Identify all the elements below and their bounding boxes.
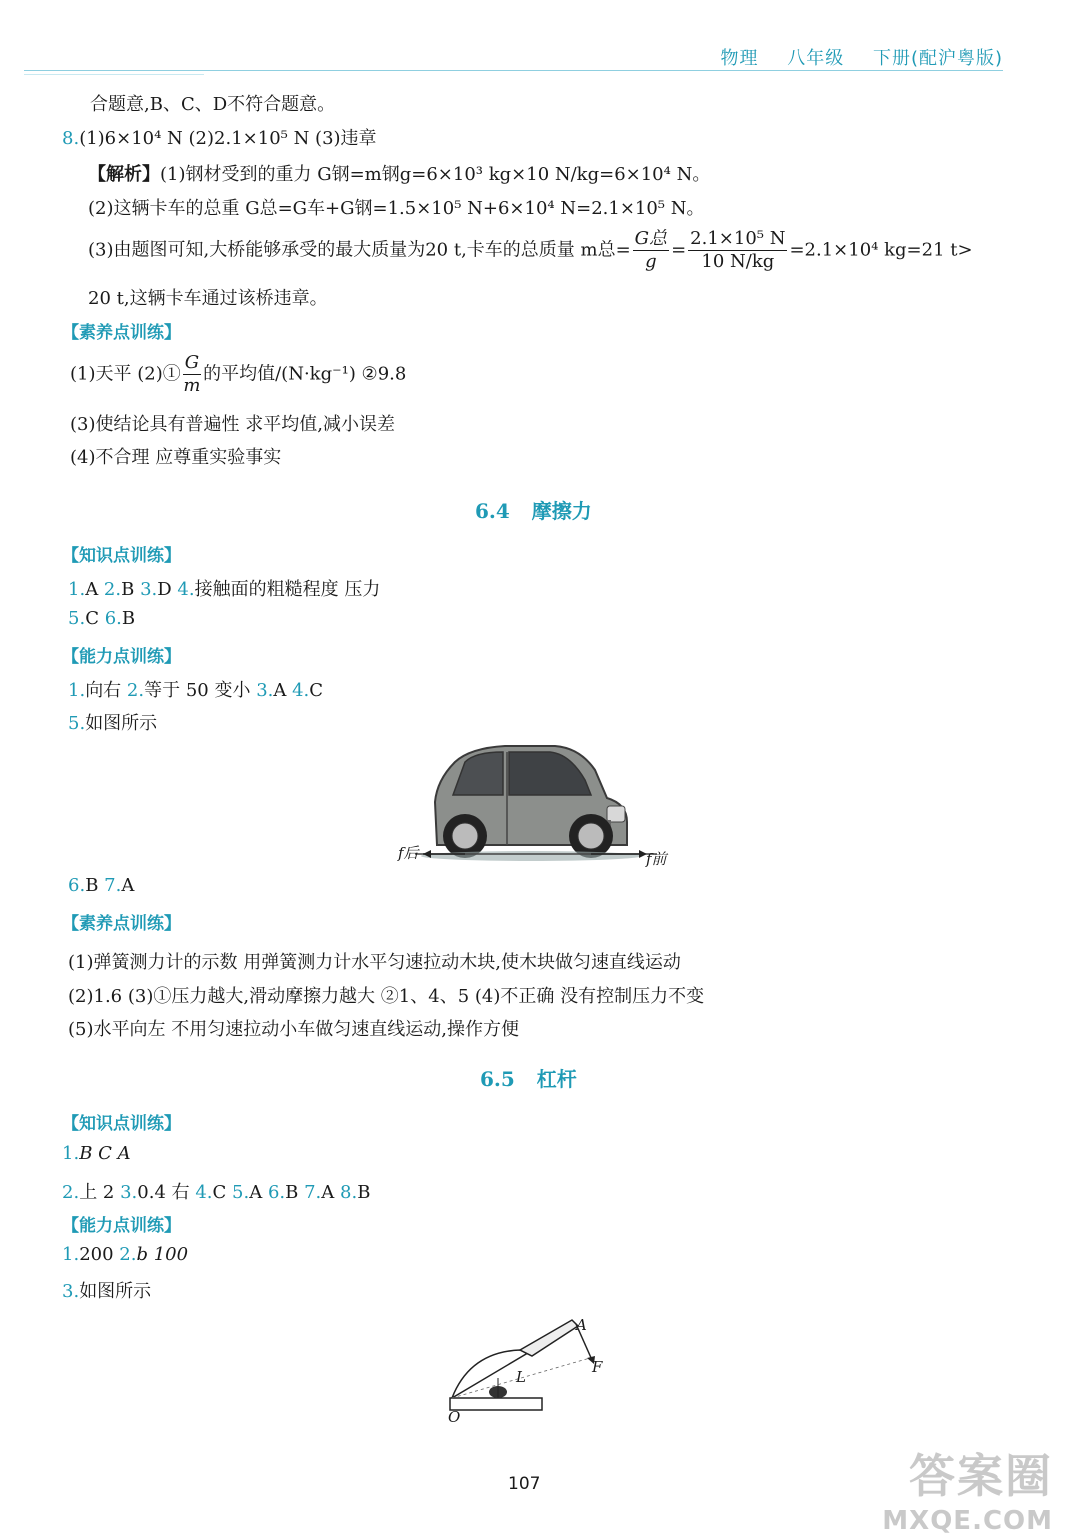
question-number: 6. — [267, 1182, 286, 1203]
watermark — [882, 1440, 1053, 1536]
question-number: 6. — [104, 608, 122, 629]
analysis-text: (3)由题图可知,大桥能够承受的最大质量为20 t,卡车的总质量 m总= — [88, 239, 631, 261]
answer-text: 如图所示 — [79, 1281, 152, 1302]
question-8 — [62, 124, 377, 150]
question-number: 1. — [62, 1244, 80, 1265]
answer-text: A — [85, 579, 104, 600]
question-number: 6. — [68, 875, 86, 896]
answer-text: B C A — [79, 1143, 131, 1164]
answer-text: 的平均值/(N·kg⁻¹) ②9.8 — [203, 363, 407, 385]
answer-text: 上 2 — [79, 1182, 121, 1203]
fraction-numerator: G总 — [634, 228, 668, 249]
label-f-rear: f后 — [398, 844, 419, 862]
label-l: L — [516, 1368, 526, 1386]
analysis-line-2: (2)这辆卡车的总重 G总=G车+G钢=1.5×10⁵ N+6×10⁴ N=2.1×10⁵ N。 — [88, 198, 705, 219]
fraction-values — [688, 228, 787, 273]
suyang-line-2: (3)使结论具有普遍性 求平均值,减小误差 — [70, 414, 395, 435]
header-grade: 八年级 — [787, 48, 845, 69]
answer-text: 如图所示 — [85, 713, 158, 734]
fraction-g-over-m — [183, 352, 201, 397]
section-title-6-4 — [475, 495, 592, 524]
text-line: 合题意,B、C、D不符合题意。 — [90, 94, 336, 115]
answer-text: D — [157, 579, 178, 600]
answer-text: 200 — [79, 1244, 120, 1265]
section-name: 杠杆 — [536, 1067, 577, 1091]
answer-text: (1)天平 (2)① — [70, 363, 181, 385]
question-number: 8. — [340, 1182, 358, 1203]
page-number: 107 — [508, 1474, 541, 1494]
answer-row — [68, 676, 323, 702]
answer-text: A — [249, 1182, 268, 1203]
question-number: 3. — [140, 579, 158, 600]
answer-text: B — [121, 608, 136, 629]
suyang-line-3: (4)不合理 应尊重实验事实 — [70, 447, 282, 468]
answer-text: C — [85, 608, 105, 629]
question-number: 7. — [104, 875, 122, 896]
question-number: 1. — [62, 1143, 80, 1164]
section-number: 6.4 — [475, 499, 510, 523]
fraction-g-total — [633, 228, 669, 273]
section-number: 6.5 — [480, 1067, 515, 1091]
page-header — [698, 44, 1003, 70]
answer-text: C — [309, 680, 324, 701]
lever-handle — [520, 1320, 578, 1356]
answer-text: B — [85, 875, 105, 896]
question-number: 2. — [62, 1182, 80, 1203]
question-number: 4. — [195, 1182, 213, 1203]
section-tag-suyang: 【素养点训练】 — [62, 323, 181, 343]
answer-text: 0.4 右 — [137, 1182, 196, 1203]
section-tag-nengli: 【能力点训练】 — [62, 647, 181, 667]
label-f-front: f前 — [646, 850, 667, 868]
fraction-numerator: 2.1×10⁵ N — [690, 228, 786, 249]
section-name: 摩擦力 — [531, 499, 592, 523]
question-number: 5. — [68, 608, 86, 629]
question-number: 4. — [177, 579, 195, 600]
answer-text: A — [273, 680, 293, 701]
answer-text: C — [212, 1182, 233, 1203]
question-number: 2. — [126, 680, 145, 701]
answer-text: (1)6×10⁴ N (2)2.1×10⁵ N (3)违章 — [79, 128, 377, 149]
question-number: 3. — [120, 1182, 138, 1203]
answer-row — [68, 608, 135, 629]
suyang-line-5: (2)1.6 (3)①压力越大,滑动摩擦力越大 ②1、4、5 (4)不正确 没有控制压力不变 — [68, 986, 705, 1007]
watermark-url: MXQE.COM — [882, 1506, 1053, 1536]
answer-text: A — [121, 875, 135, 896]
lever-base — [450, 1398, 542, 1410]
header-rule — [24, 70, 1003, 71]
section-tag-nengli: 【能力点训练】 — [62, 1216, 181, 1236]
answer-row — [62, 1244, 188, 1265]
answer-text: B — [121, 579, 141, 600]
answer-text: B — [357, 1182, 371, 1203]
question-number: 3. — [256, 680, 274, 701]
header-subject: 物理 — [720, 48, 759, 69]
label-a: A — [576, 1316, 587, 1334]
fraction-numerator: G — [184, 352, 200, 373]
fraction-denominator: g — [645, 251, 657, 272]
section-tag-suyang: 【素养点训练】 — [62, 914, 181, 934]
question-number: 5. — [232, 1182, 250, 1203]
answer-row — [68, 709, 157, 735]
question-number: 7. — [304, 1182, 322, 1203]
equals-sign: = — [671, 239, 687, 261]
watermark-text: 答案圈 — [909, 1449, 1053, 1503]
answer-text: 等于 50 变小 — [144, 680, 257, 701]
section-title-6-5 — [480, 1063, 577, 1092]
header-rule-accent — [24, 74, 204, 75]
answer-row — [62, 1178, 370, 1204]
question-number: 2. — [103, 579, 122, 600]
answer-row — [62, 1143, 131, 1164]
fraction-denominator: m — [183, 375, 201, 396]
label-o: O — [448, 1408, 461, 1426]
answer-text: b 100 — [136, 1244, 189, 1265]
answer-row — [68, 875, 134, 896]
analysis-line-1 — [88, 160, 710, 186]
question-number: 4. — [292, 680, 310, 701]
question-number: 1. — [68, 579, 86, 600]
analysis-text: (1)钢材受到的重力 G钢=m钢g=6×10³ kg×10 N/kg=6×10⁴ N。 — [160, 164, 711, 185]
answer-text: 向右 — [85, 680, 127, 701]
suyang-line-4: (1)弹簧测力计的示数 用弹簧测力计水平匀速拉动木块,使木块做匀速直线运动 — [68, 952, 681, 973]
question-number: 8. — [62, 128, 80, 149]
question-number: 3. — [62, 1281, 80, 1302]
question-number: 5. — [68, 713, 86, 734]
question-number: 1. — [68, 680, 86, 701]
answer-row — [68, 575, 380, 601]
answer-text: A — [321, 1182, 341, 1203]
header-volume: 下册(配沪粤版) — [872, 48, 1003, 69]
suyang-line-1 — [70, 352, 406, 397]
section-tag-zhishi: 【知识点训练】 — [62, 1114, 181, 1134]
answer-row — [62, 1277, 151, 1303]
section-tag-zhishi: 【知识点训练】 — [62, 546, 181, 566]
analysis-tag: 【解析】 — [88, 164, 160, 185]
answer-text: B — [285, 1182, 305, 1203]
analysis-text: =2.1×10⁴ kg=21 t> — [789, 239, 973, 261]
fraction-denominator: 10 N/kg — [701, 251, 775, 272]
car-friction-figure — [395, 740, 675, 870]
suyang-line-6: (5)水平向左 不用匀速拉动小车做匀速直线运动,操作方便 — [68, 1019, 519, 1040]
label-f: F — [592, 1358, 603, 1376]
question-number: 2. — [119, 1244, 137, 1265]
answer-text: 接触面的粗糙程度 压力 — [194, 579, 381, 600]
analysis-line-4: 20 t,这辆卡车通过该桥违章。 — [88, 288, 328, 309]
analysis-line-3 — [88, 228, 973, 273]
car-illustration — [421, 746, 641, 861]
